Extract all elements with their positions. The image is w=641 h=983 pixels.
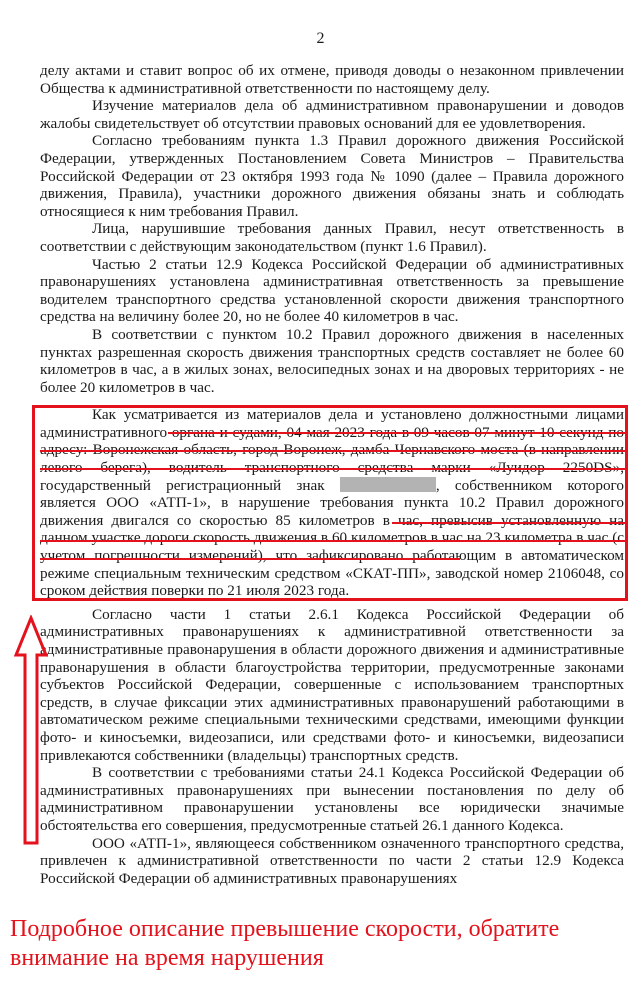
paragraph: Изучение материалов дела об административном правонарушении и доводов жалобы свидетельствует об отсутствии правовых оснований для ее удовлетворения.: [40, 97, 624, 132]
annotation-caption: Подробное описание превышение скорости, обратите внимание на время нарушения: [10, 916, 560, 971]
paragraph: В соответствии с требованиями статьи 24.1 Кодекса Российской Федерации об административных правонарушениях при вынесении постановления по делу об административном правонарушении установлены все юридически значимые обстоятельства его совершения, предусмотренные статьей 26.1 данного Кодекса.: [40, 764, 624, 834]
highlighted-text-part1: Как усматривается из материалов дела и установлено должностными лицами административного органа и судами, 04 мая 2023 года в 09 часов 07 минут 10 секунд по адресу: Воронежская область, город Воронеж, дамба Чернавского моста (в направлении левого берега), водитель транспортного средства марки «Луидор 2250DS», государственный регистрационный знак: [40, 406, 624, 494]
paragraph: ООО «АТП-1», являющееся собственником означенного транспортного средства, привлечен к административной ответственности по части 2 статьи 12.9 Кодекса Российской Федерации об административных правонарушениях: [40, 834, 624, 887]
highlighted-text-part2: , собственником которого является ООО «АТП-1», в нарушение требования пункта 10.2 Правил дорожного движения двигался со скоростью 85 километров в час, превысив установленную на данном участке дороги скорость движения в 60 километров в час на 23 километра в час (с учетом погрешности измерений), что зафиксировано работающим в автоматическом режиме специальным техническим средством «СКАТ-ПП», заводской номер 2106048, со сроком действия поверки по 21 июля 2023 года.: [40, 476, 624, 600]
paragraph: делу актами и ставит вопрос об их отмене, приводя доводы о незаконном привлечении Общества к административной ответственности по настоящему делу.: [40, 62, 624, 97]
underline-mark: [40, 450, 628, 452]
underline-mark: [392, 522, 628, 524]
underline-mark: [40, 540, 628, 542]
arrow-up-icon: [14, 615, 48, 847]
underline-mark: [168, 432, 628, 434]
underline-mark: [40, 558, 460, 560]
paragraph: Лица, нарушившие требования данных Правил, несут ответственность в соответствии с действующим законодательством (пункт 1.6 Правил).: [40, 220, 624, 255]
paragraph: В соответствии с пунктом 10.2 Правил дорожного движения в населенных пунктах разрешенная скорость движения транспортных средств составляет не более 60 километров в час, а в жилых зонах, велосипедных зонах и на дворовых территориях - не более 20 километров в час.: [40, 325, 624, 396]
page-number: 2: [316, 30, 325, 47]
paragraph: Согласно части 1 статьи 2.6.1 Кодекса Российской Федерации об административных правонарушениях к административной ответственности за административные правонарушения в области дорожного движения и административные правонарушения в области благоустройства территории, предусмотренные законами субъектов Российской Федерации, совершенные с использованием транспортных средств, в случае фиксации этих административных правонарушений работающими в автоматическом режиме специальными техническими средствами, имеющими функции фото- и киносъемки, видеозаписи, или средствами фото- и киносъемки, видеозаписи привлекаются собственники (владельцы) транспортных средств.: [40, 605, 624, 764]
underline-mark: [40, 468, 628, 470]
highlight-frame: [32, 405, 628, 601]
paragraph: Частью 2 статьи 12.9 Кодекса Российской Федерации об административных правонарушениях установлена административная ответственность за превышение водителем транспортного средства установленной скорости движения транспортного средства на величину более 20, но не более 40 километров в час.: [40, 255, 624, 326]
paragraph: Согласно требованиям пункта 1.3 Правил дорожного движения Российской Федерации, утвержденных Постановлением Совета Министров – Правительства Российской Федерации от 23 октября 1993 года № 1090 (далее – Правила дорожного движения, Правила), участники дорожного движения обязаны знать и соблюдать относящиеся к ним требования Правил.: [40, 132, 624, 220]
